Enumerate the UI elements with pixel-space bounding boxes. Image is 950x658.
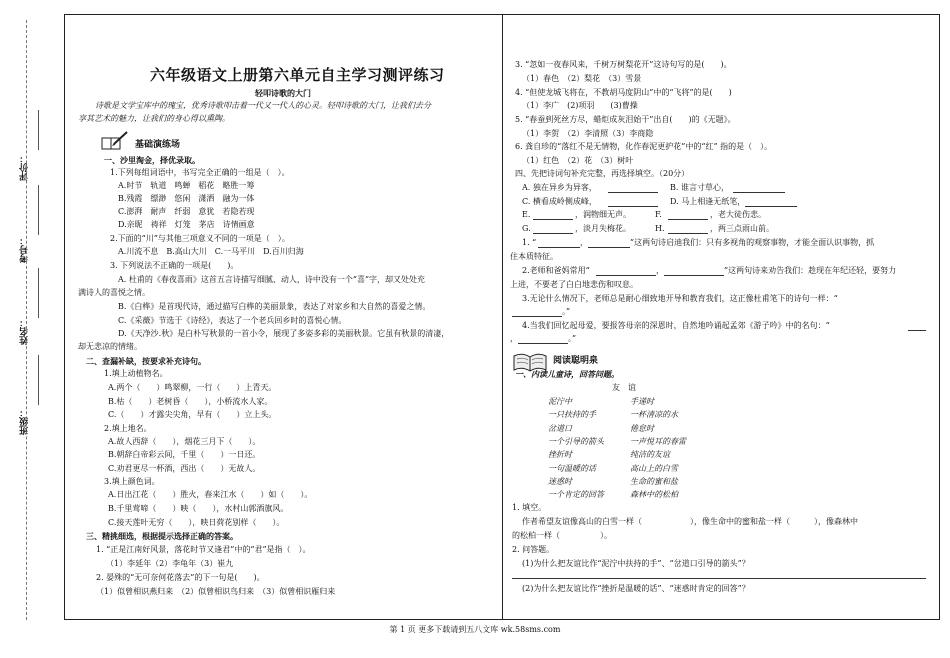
q2-1-b: B.枯（ ）老树昏（ ），小桥流水人家。 xyxy=(108,397,273,406)
q1-3-b: B.《白桦》是首现代诗，通过描写白桦的美丽景象，表达了对家乡和大自然的喜爱之情。 xyxy=(118,302,431,311)
q4-2-blank-1[interactable] xyxy=(596,275,656,276)
q2-heading: 二、查漏补缺，按要求补充诗句。 xyxy=(86,356,206,366)
q4-1-blank-1[interactable] xyxy=(538,247,580,248)
q3-4: 4. “但使龙城飞将在，不教胡马度阴山”中的“飞将”的是( ) xyxy=(515,88,732,97)
q4-1-text-2: 住本质特征。 xyxy=(510,252,558,261)
page-title: 六年级语文上册第六单元自主学习测评练习 xyxy=(150,66,445,84)
poem-line: 森林中的松柏 xyxy=(630,490,678,500)
q4-g: G. xyxy=(522,224,531,233)
q3-6: 6. 龚自珍的“落红不是无情物，化作春泥更护花”中的“红” 指的是（ ）。 xyxy=(515,142,773,151)
poem-line: 一只扶持的手 xyxy=(548,410,596,420)
q1-1-b: B.残霞 缥渺 悠闲 潇洒 融为一体 xyxy=(118,194,255,203)
class-label: 班级： xyxy=(20,408,30,435)
poem-line: 岔道口 xyxy=(548,423,572,433)
column-divider xyxy=(502,15,503,619)
number-fill-line xyxy=(38,185,39,235)
q4-4-blank-2[interactable] xyxy=(518,343,568,344)
q2-3-c: C.接天莲叶无穷（ ），映日荷花别样（ ）。 xyxy=(108,518,285,527)
q2-3: 3.填上颜色词。 xyxy=(104,477,160,486)
q4-f-blank[interactable] xyxy=(668,219,708,220)
q4-4-close: 。” xyxy=(568,334,577,343)
poem-line: 一声悦耳的春雷 xyxy=(630,436,686,446)
q4-2-text: ”这两句诗来劝告我们：趁现在年纪还轻，要努力 xyxy=(724,266,897,275)
q2-2-a: A.故人西辞（ ），烟花三月下（ ）。 xyxy=(108,437,261,446)
poem-line: 高山上的白雪 xyxy=(630,463,678,473)
q3-3: 3. “忽如一夜春风来，千树万树梨花开”这诗句写的是( )。 xyxy=(515,60,732,69)
q4-f: F. xyxy=(655,210,662,219)
q4-b: B. 谁言寸草心， xyxy=(670,183,729,192)
q4-a-blank[interactable] xyxy=(608,192,658,193)
q1-1: 1.下列每组词语中，书写完全正确的一组是（ ）。 xyxy=(110,168,290,177)
poem-title: 友 谊 xyxy=(612,383,636,392)
binding-strip xyxy=(0,0,60,658)
q4-2-open: 2.老师和爸妈常用“ xyxy=(522,266,590,275)
pencil-book-icon xyxy=(100,130,130,152)
section-basics-title: 基础演练场 xyxy=(135,140,181,150)
poem-line: 一个引导的箭头 xyxy=(548,436,604,446)
exam-number-label: 考号： xyxy=(20,236,30,263)
q1-1-d: D.亲昵 祷祥 灯笼 茅店 诗情画意 xyxy=(118,220,255,229)
q2-1-c: C.（ ）才露尖尖角，早有（ ）立上头。 xyxy=(108,410,277,419)
reading-q1-b: 的松柏一样（ ）。 xyxy=(512,531,612,540)
q2-3-a: A.日出江花（ ）胜火，春来江水（ ）如（ ）。 xyxy=(108,490,313,499)
q1-heading: 一、沙里淘金，择优录取。 xyxy=(104,155,200,165)
q4-a: A. 独在异乡为异客， xyxy=(522,183,597,192)
q1-3-d-2: 却无悲凉的情绪。 xyxy=(78,342,142,351)
reading-heading: 一、内读儿童诗，回答问题。 xyxy=(515,369,619,379)
q3-4-options: （1）李广 (2)项羽 (3)曹操 xyxy=(522,101,638,110)
q4-h-text: ，两三点雨山前。 xyxy=(710,224,774,233)
q3-2-options: （1）似曾相识燕归来 （2）似曾相识鸟归来 （3）似曾相识雁归来 xyxy=(96,587,336,596)
page-subtitle: 轻叩诗歌的大门 xyxy=(255,88,311,98)
reading-q2-1: (1)为什么把友谊比作“泥泞中扶持的手”、“岔道口引导的箭头”？ xyxy=(522,559,750,568)
poem-line: 一个肯定的回答 xyxy=(548,490,604,500)
q4-1-open: 1. “ xyxy=(522,238,537,247)
q1-1-c: C.澎湃 耐声 纤弱 意犹 若隐若现 xyxy=(118,207,255,216)
q4-1-comma: ， xyxy=(580,238,588,247)
q4-3-text: 3.无论什么情况下，老师总是耐心细致地开导和教育我们，这正像杜甫笔下的诗句一样：“ xyxy=(522,294,838,303)
binding-cut-line xyxy=(26,20,27,620)
q1-3-a-1: A. 杜甫的《春夜喜雨》这首五言诗描写细腻、动人，诗中没有一个“喜”字，却又处处充 xyxy=(118,275,426,284)
intro-line-2: 享其艺术的魅力，让我们的身心得以熏陶。 xyxy=(78,114,230,123)
q4-h: H. xyxy=(655,224,665,233)
q4-heading: 四、先把诗词句补充完整，再选择填空。（20分） xyxy=(515,169,690,178)
q3-1-options: （1）李延年（2）李龟年（3）崔九 xyxy=(106,559,234,568)
q4-d: D. 马上相逢无纸笔， xyxy=(670,197,746,206)
q4-2-blank-2[interactable] xyxy=(664,275,724,276)
q1-3-c: C.《采薇》节选于《诗经》，表达了一个老兵回乡时的喜悦心情。 xyxy=(118,316,347,325)
q3-6-options: （1）红色 （2）花 （3）树叶 xyxy=(522,156,634,165)
page-footer: 第 1 页 更多下载请到五八文库 wk.58sms.com xyxy=(389,625,561,634)
q4-4-text: 4.当我们回忆起母爱，要报答母亲的深恩时，自然地吟诵起孟郊《游子吟》中的名句：“ xyxy=(522,321,830,330)
reading-q2-2: (2)为什么把友谊比作“挫折是温暖的话”、“迷惑时肯定的回答”？ xyxy=(522,584,750,593)
q4-4-comma: ， xyxy=(510,334,518,343)
poem-line: 一杯清凉的水 xyxy=(630,410,678,420)
q4-3-blank[interactable] xyxy=(512,316,562,317)
q4-1-text: ”这两句诗启迪我们：只有多视角的观察事物，才能全面认识事物，抓 xyxy=(630,238,875,247)
q4-g-text: ，淡月失梅花。 xyxy=(575,224,631,233)
q3-heading: 三、精挑细选，根据提示选择正确的答案。 xyxy=(86,531,238,541)
q4-f-text: ，老大徒伤悲。 xyxy=(710,210,766,219)
poem-line: 纯洁的友谊 xyxy=(630,450,670,460)
q4-2-text-2: 上进，不要老了白白地悲伤和叹息。 xyxy=(510,280,638,289)
q1-1-a: A.时节 轨道 鸣蝉 稻花 略胜一筹 xyxy=(118,181,255,190)
q4-b-blank[interactable] xyxy=(733,192,785,193)
poem-line: 迷惑时 xyxy=(548,476,572,486)
name-label: 姓名： xyxy=(20,318,30,345)
q4-h-blank[interactable] xyxy=(668,233,708,234)
q4-4-blank-1[interactable] xyxy=(908,330,926,331)
q4-1-blank-2[interactable] xyxy=(588,247,630,248)
q3-5-options: （1）李贺 （2）李清照（3）李商隐 xyxy=(522,129,654,138)
q4-c-blank[interactable] xyxy=(608,206,658,207)
q4-2-comma: ， xyxy=(656,266,664,275)
q2-3-b: B.千里莺啼（ ）映（ ），水村山郭酒旗风。 xyxy=(108,504,289,513)
q4-e: E. xyxy=(522,210,531,219)
q1-2: 2.下面的“川”与其他三项意义不同的一项是（ ）。 xyxy=(110,234,290,243)
q3-5: 5. “春蚕到死丝方尽，蜡炬成灰泪始干”出自( )的《无题》。 xyxy=(515,115,736,124)
q2-2: 2.填上地名。 xyxy=(104,424,152,433)
poem-line: 生命的蜜和盐 xyxy=(630,476,678,486)
poem-line: 手递时 xyxy=(630,397,654,406)
class-fill-line xyxy=(38,355,39,405)
q3-2: 2. 晏殊的“无可奈何花落去”的下一句是( )。 xyxy=(96,573,265,582)
intro-line-1: 诗歌是文学宝库中的瑰宝，优秀诗歌叩击着一代又一代人的心灵。轻叩诗歌的大门，让我们去分 xyxy=(95,101,431,110)
score-fill-line xyxy=(38,110,39,150)
q4-3-close: 。” xyxy=(562,307,571,316)
q4-e-text: ，润物细无声。 xyxy=(575,210,631,219)
q4-e-blank[interactable] xyxy=(533,219,573,220)
q2-1: 1.填上动植物名。 xyxy=(104,369,168,378)
q4-d-blank[interactable] xyxy=(745,206,797,207)
answer-line-1[interactable] xyxy=(512,578,926,579)
q3-1: 1. “正是江南好风景，落花时节又逢君”中的“君”是指（ ）。 xyxy=(96,545,311,554)
q4-c: C. 横看成岭侧成峰， xyxy=(522,197,597,206)
q1-2-options: A.川流不息 B.高山大川 C.一马平川 D.百川归海 xyxy=(118,247,304,256)
q2-2-b: B.朝辞白帝彩云间，千里（ ）一日还。 xyxy=(108,450,261,459)
q2-2-c: C.劝君更尽一杯酒，西出（ ）无故人。 xyxy=(108,464,261,473)
poem-line: 倦怠时 xyxy=(630,423,654,433)
q3-3-options: （1）春色 （2）梨花 （3）雪景 xyxy=(522,74,642,83)
poem-line: 挫折时 xyxy=(548,450,572,460)
poem-line: 泥泞中 xyxy=(548,397,572,406)
q2-1-a: A.两个（ ）鸣翠柳，一行（ ）上青天。 xyxy=(108,383,277,392)
q1-3-d-1: D.《天净沙.秋》是白朴写秋景的一首小令，展现了多姿多彩的美丽秋景。它虽有秋景的清凄， xyxy=(118,329,450,338)
score-label: 评价： xyxy=(20,154,30,181)
poem-line: 一句温暖的话 xyxy=(548,463,596,473)
q1-3-a-2: 满诗人的喜悦之情。 xyxy=(78,288,150,297)
reading-q1: 1. 填空。 xyxy=(512,503,547,512)
q4-g-blank[interactable] xyxy=(533,233,573,234)
q1-3: 3. 下列说法不正确的一项是( )。 xyxy=(110,261,239,270)
reading-q2: 2. 问答题。 xyxy=(512,545,555,554)
name-fill-line xyxy=(38,268,39,318)
reading-q1-a: 作者希望友谊像高山的白雪一样（ ），像生命中的蜜和盐一样（ ），像森林中 xyxy=(522,517,858,526)
section-reading-title: 阅读聪明泉 xyxy=(553,356,599,366)
